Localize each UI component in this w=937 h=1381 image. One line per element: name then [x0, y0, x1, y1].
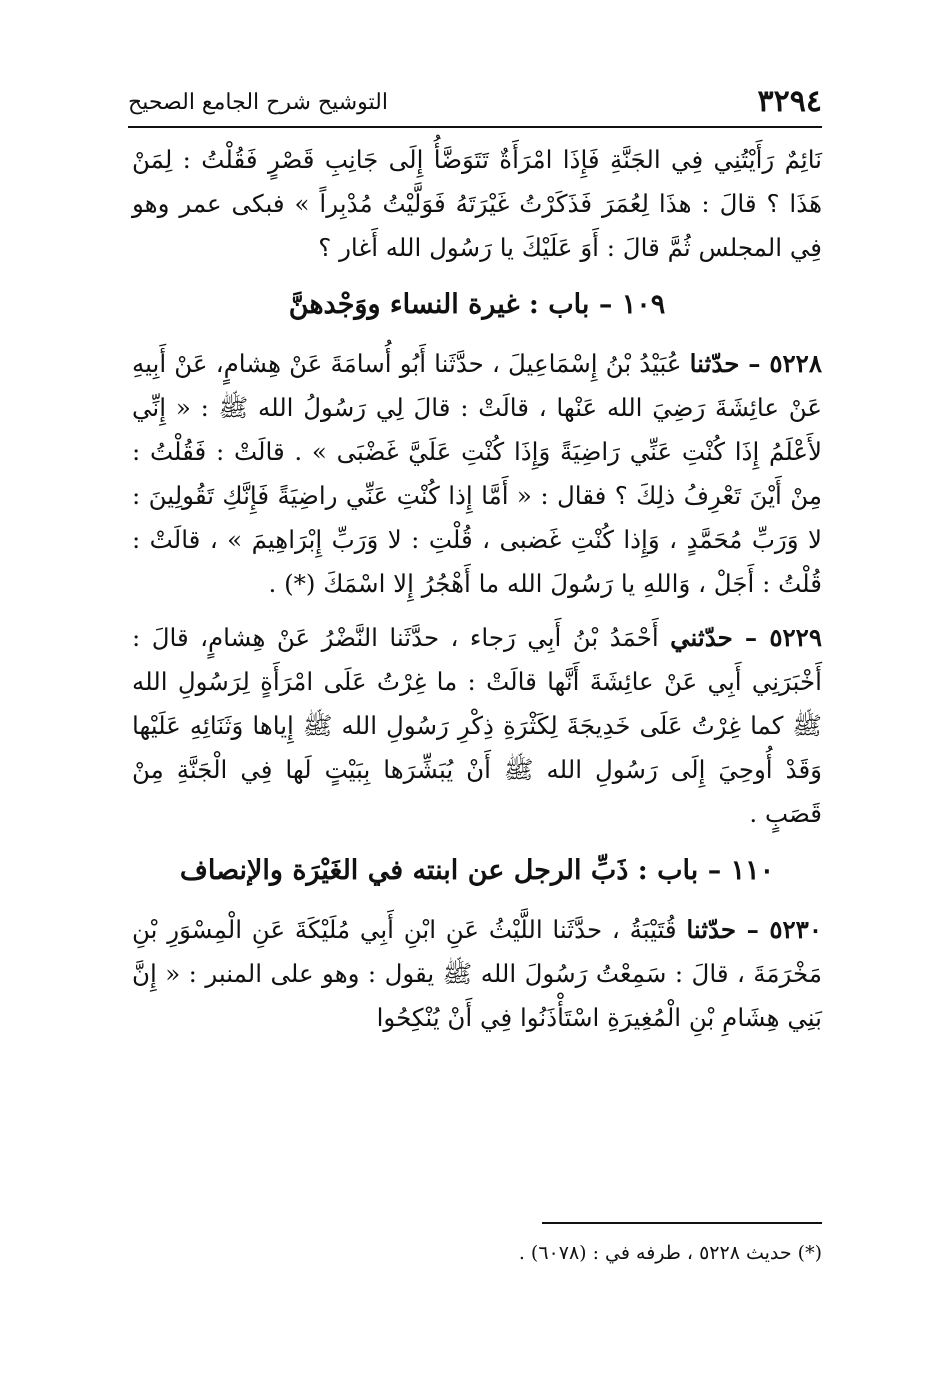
- main-text: [132, 138, 822, 1040]
- hadith-number-5229: ٥٢٢٩ – حدّثني: [670, 623, 822, 652]
- hadith-5229: [132, 616, 822, 836]
- paragraph-continuation: نَائِمٌ رَأَيْتُنِي فِي الجَنَّةِ فَإِذَا امْرَأَةٌ تَتَوَضَّأُ إِلَى جَانِبِ قَصْرٍ فَقُلْتُ : لِمَنْ هَذَا ؟ قالَ : هذَا لِعُمَرَ فَذَكَرْتُ غَيْرَتَهُ فَوَلَّيْتُ مُدْبِراً » فبكى عمر وهو فِي المجلس ثُمَّ قالَ : أَوَ عَلَيْكَ يا رَسُول الله أَغار ؟: [132, 145, 822, 262]
- hadith-5228: [132, 342, 822, 606]
- hadith-text-5228: عُبَيْدُ بْنُ إِسْمَاعِيلَ ، حدَّثَنا أَبُو أُسامَةَ عَنْ هِشامٍ، عَنْ أَبِيهِ عَنْ عائِشَةَ رَضِيَ الله عَنْها ، قالَتْ : قالَ لِي رَسُولُ الله ﷺ : « إِنِّي لأَعْلَمُ إِذَا كُنْتِ عَنِّي رَاضِيَةً وَإِذَا كُنْتِ عَلَيَّ غَضْبَى » . قالَتْ : فَقُلْتُ : مِنْ أَيْنَ تَعْرِفُ ذلِكَ ؟ فقال : « أَمَّا إِذا كُنْتِ عَنِّي راضِيَةً فَإِنَّكِ تَقُولِينَ : لا وَرَبِّ مُحَمَّدٍ ، وَإِذا كُنْتِ غَضبى ، قُلْتِ : لا وَرَبِّ إِبْرَاهِيمَ » ، قالَتْ : قُلْتُ : أَجَلْ ، وَاللهِ يا رَسُولَ الله ما أَهْجُرُ إِلا اسْمَكَ (*) .: [132, 349, 822, 598]
- footnote-divider: [542, 1222, 822, 1224]
- chapter-heading-109: ١٠٩ – باب : غيرة النساء ووَجْدهنَّ: [288, 289, 666, 320]
- running-head: [128, 84, 822, 124]
- hadith-number-5230: ٥٢٣٠ – حدّثنا: [686, 915, 822, 944]
- footnote: (*) حديث ٥٢٢٨ ، طرفه في : (٦٠٧٨) .: [518, 1242, 822, 1264]
- chapter-heading-110: ١١٠ – باب : ذَبِّ الرجل عن ابنته في الغَيْرَة والإنصاف: [179, 855, 775, 886]
- page-number: ٣٢٩٤: [757, 84, 822, 119]
- hadith-number-5228: ٥٢٢٨ – حدّثنا: [689, 349, 822, 378]
- hadith-5230: [132, 908, 822, 1040]
- book-title: التوشيح شرح الجامع الصحيح: [128, 90, 388, 115]
- hadith-text-5229: أَحْمَدُ بْنُ أَبِي رَجاء ، حدَّثَنا النَّضْرُ عَنْ هِشامٍ، قالَ : أَخْبَرَنِي أَبِي عَنْ عائِشَةَ أَنَّها قالَتْ : ما غِرْتُ عَلَى امْرَأَةٍ لِرَسُولِ الله ﷺ كما غِرْتُ عَلَى خَدِيجَةَ لِكَثْرَةِ ذِكْرِ رَسُولِ الله ﷺ إِياها وَثَنَائِهِ عَلَيْها وَقَدْ أُوحِيَ إِلَى رَسُولِ الله ﷺ أَنْ يُبَشِّرَها بِبَيْتٍ لَها فِي الْجَنَّةِ مِنْ قَصَبٍ .: [132, 623, 822, 828]
- header-divider: [128, 126, 822, 128]
- hadith-text-5230: قُتَيْبَةُ ، حدَّثَنا اللَّيْثُ عَنِ ابْنِ أَبِي مُلَيْكَةَ عَنِ الْمِسْوَرِ بْنِ مَخْرَمَةَ ، قالَ : سَمِعْتُ رَسُولَ الله ﷺ يقول : وهو على المنبر : « إِنَّ بَنِي هِشَامِ بْنِ الْمُغِيرَةِ اسْتَأْذَنُوا فِي أَنْ يُنْكِحُوا: [132, 915, 822, 1032]
